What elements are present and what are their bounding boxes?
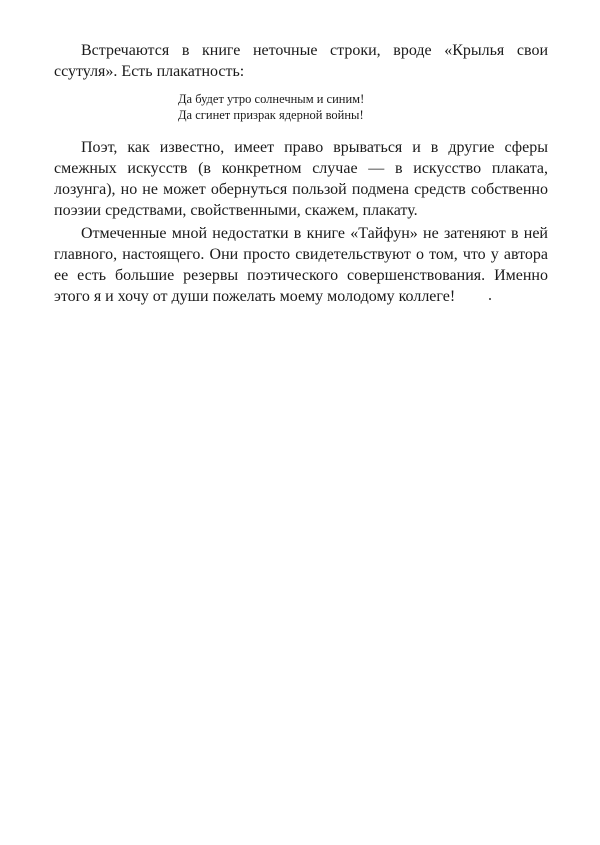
poem-line: Да будет утро солнечным и синим!	[178, 92, 365, 106]
paragraph-conclusion: Отмеченные мной недостатки в книге «Тайфун» не затеняют в ней главного, настоящего. Они просто свидетельствуют о том, что у автора ее есть большие резервы поэтического совершенствования. Именно этого я и хочу от души пожелать моему молодому коллеге!	[54, 225, 548, 305]
paragraph-intro: Встречаются в книге неточные строки, вроде «Крылья свои ссутуля». Есть плакатность:	[54, 42, 548, 80]
poem-line: Да сгинет призрак ядерной войны!	[178, 108, 364, 122]
document-page	[54, 40, 548, 307]
paragraph-poet-rights: Поэт, как известно, имеет право врываться и в другие сферы смежных искусств (в конкретном случае — в искусство плаката, лозунга), но не может обернуться пользой подмена средств собственно поэзии средствами, свойственными, скажем, плакату.	[54, 139, 548, 219]
scan-speck	[489, 298, 491, 300]
poem-quote	[178, 91, 548, 123]
